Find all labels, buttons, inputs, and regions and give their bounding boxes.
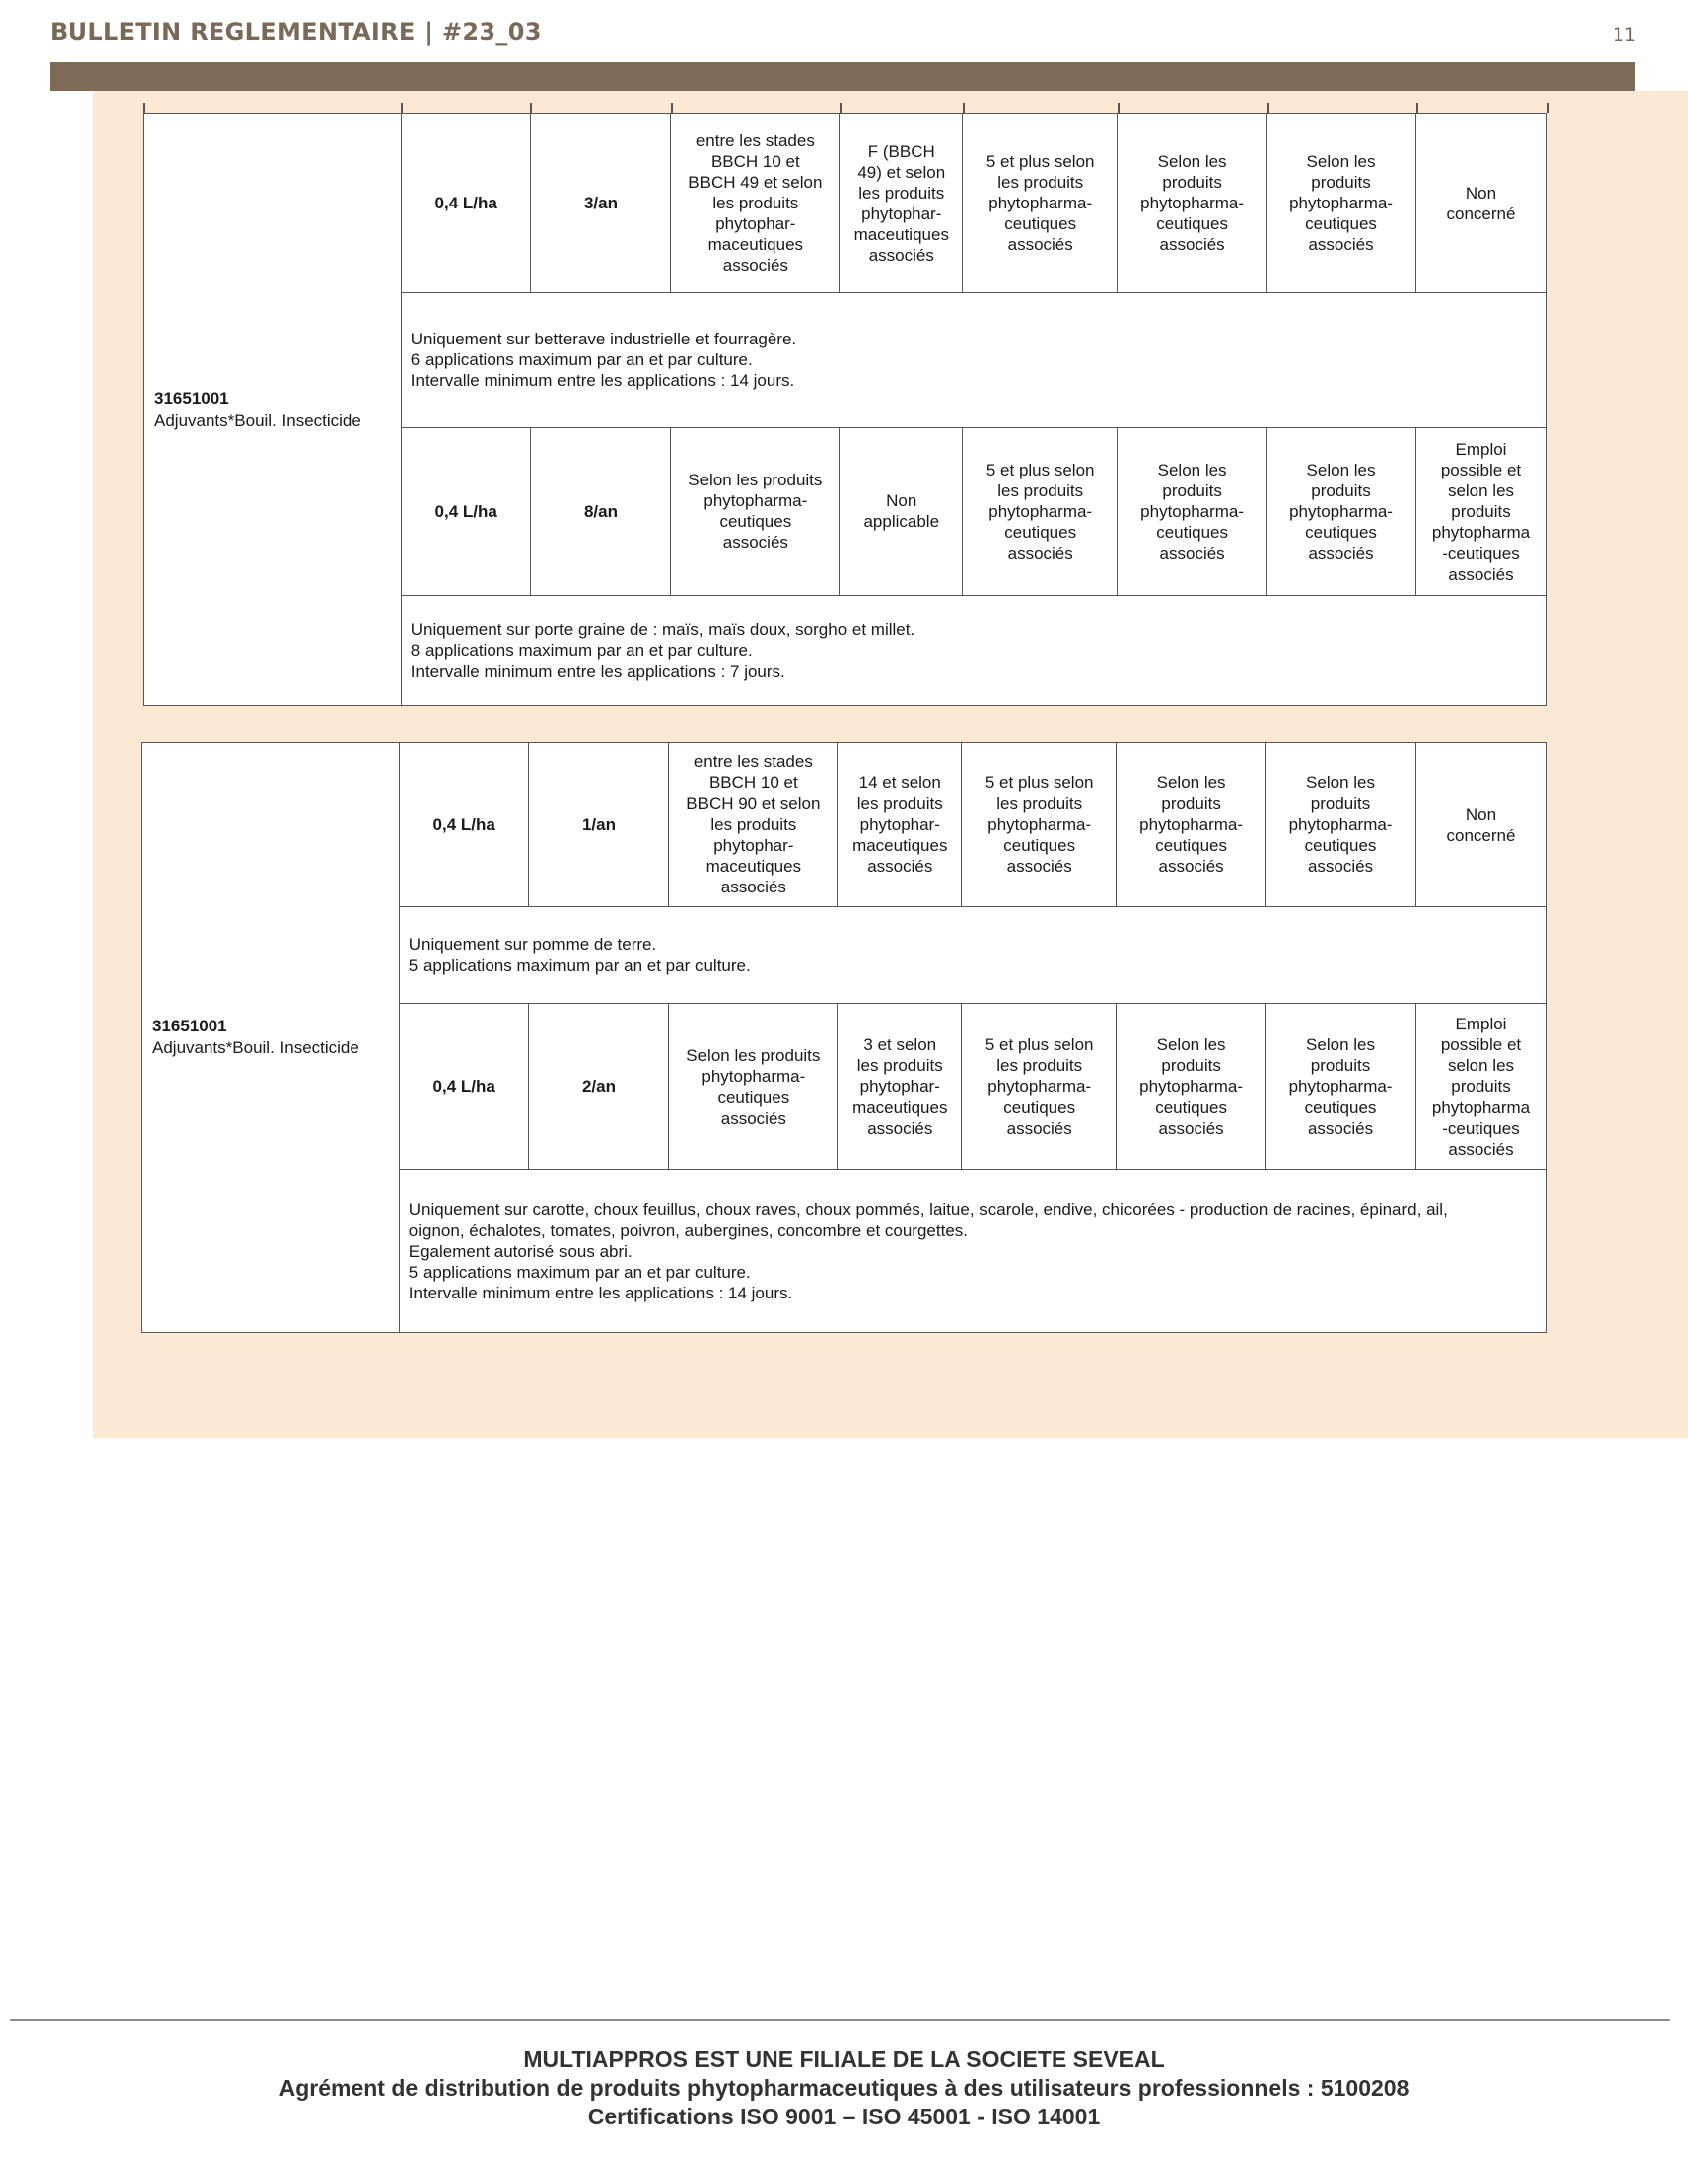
usage-note: Uniquement sur carotte, choux feuillus, choux raves, choux pommés, laitue, scarole, endive, chicorées - production de racines, épinard, ail, oignon, échalotes, tomates, poivron, aubergines, concombre et courgettes. Egalement autorisé sous abri. 5 applications maximum par an et par culture. Intervalle minimum entre les applications : 14 jours. <box>399 1170 1546 1333</box>
product-cell <box>144 114 402 706</box>
product-name: Adjuvants*Bouil. Insecticide <box>152 1038 359 1057</box>
product-cell <box>142 743 400 1333</box>
frequency-cell: 8/an <box>530 428 671 596</box>
usage-table-2 <box>141 742 1547 1333</box>
dar-cell: F (BBCH 49) et selon les produits phytophar- maceutiques associés <box>840 114 963 293</box>
footer-divider <box>10 2019 1670 2021</box>
usage-note: Uniquement sur porte graine de : maïs, maïs doux, sorgho et millet. 8 applications maximum par an et par culture. Intervalle minimum entre les applications : 7 jours. <box>401 596 1546 706</box>
znt-arthropods-cell: Selon les produits phytopharma- ceutiques associés <box>1266 1004 1416 1170</box>
header-bar <box>50 62 1635 91</box>
stage-cell: Selon les produits phytopharma- ceutiques associés <box>669 1004 838 1170</box>
table-row <box>144 114 1547 293</box>
dar-cell: 3 et selon les produits phytophar- maceutiques associés <box>838 1004 962 1170</box>
stage-cell: entre les stades BBCH 10 et BBCH 49 et selon les produits phytophar- maceutiques associés <box>671 114 840 293</box>
znt-water-cell: 5 et plus selon les produits phytopharma- ceutiques associés <box>963 428 1118 596</box>
znt-arthropods-cell: Selon les produits phytopharma- ceutiques associés <box>1266 743 1416 907</box>
stage-cell: entre les stades BBCH 10 et BBCH 90 et selon les produits phytophar- maceutiques associés <box>669 743 838 907</box>
dar-cell: 14 et selon les produits phytophar- maceutiques associés <box>838 743 962 907</box>
flowering-cell: Emploi possible et selon les produits phytopharma -ceutiques associés <box>1415 428 1546 596</box>
product-code: 31651001 <box>152 1017 227 1035</box>
znt-water-cell: 5 et plus selon les produits phytopharma- ceutiques associés <box>963 114 1118 293</box>
table-continuation-stub <box>143 103 1547 113</box>
znt-plants-cell: Selon les produits phytopharma- ceutiques associés <box>1117 1004 1266 1170</box>
flowering-cell: Non concerné <box>1415 114 1546 293</box>
znt-arthropods-cell: Selon les produits phytopharma- ceutiques associés <box>1267 114 1416 293</box>
footer <box>0 2045 1688 2131</box>
frequency-cell: 2/an <box>528 1004 669 1170</box>
flowering-cell: Emploi possible et selon les produits phytopharma -ceutiques associés <box>1415 1004 1546 1170</box>
table-row <box>142 743 1547 907</box>
usage-table-1 <box>143 113 1547 706</box>
usage-note: Uniquement sur betterave industrielle et fourragère. 6 applications maximum par an et par culture. Intervalle minimum entre les applications : 14 jours. <box>401 293 1546 428</box>
dose-cell: 0,4 L/ha <box>401 114 530 293</box>
dar-cell: Non applicable <box>840 428 963 596</box>
footer-line-certifications: Certifications ISO 9001 – ISO 45001 - ISO 14001 <box>587 2104 1101 2129</box>
dose-cell: 0,4 L/ha <box>399 743 528 907</box>
usage-note: Uniquement sur pomme de terre. 5 applications maximum par an et par culture. <box>399 907 1546 1004</box>
znt-water-cell: 5 et plus selon les produits phytopharma- ceutiques associés <box>962 743 1117 907</box>
znt-plants-cell: Selon les produits phytopharma- ceutiques associés <box>1118 428 1267 596</box>
dose-cell: 0,4 L/ha <box>399 1004 528 1170</box>
footer-line-subsidiary: MULTIAPPROS EST UNE FILIALE DE LA SOCIETE SEVEAL <box>523 2046 1165 2072</box>
znt-plants-cell: Selon les produits phytopharma- ceutiques associés <box>1118 114 1267 293</box>
bulletin-title: BULLETIN REGLEMENTAIRE | #23_03 <box>50 18 542 46</box>
znt-plants-cell: Selon les produits phytopharma- ceutiques associés <box>1117 743 1266 907</box>
page-number: 11 <box>1612 24 1636 46</box>
frequency-cell: 1/an <box>528 743 669 907</box>
znt-arthropods-cell: Selon les produits phytopharma- ceutiques associés <box>1267 428 1416 596</box>
product-name: Adjuvants*Bouil. Insecticide <box>154 410 361 430</box>
flowering-cell: Non concerné <box>1415 743 1546 907</box>
product-code: 31651001 <box>154 388 229 408</box>
footer-line-approval: Agrément de distribution de produits phytopharmaceutiques à des utilisateurs professionnels : 5100208 <box>278 2075 1410 2101</box>
dose-cell: 0,4 L/ha <box>401 428 530 596</box>
stage-cell: Selon les produits phytopharma- ceutiques associés <box>671 428 840 596</box>
znt-water-cell: 5 et plus selon les produits phytopharma- ceutiques associés <box>962 1004 1117 1170</box>
frequency-cell: 3/an <box>530 114 671 293</box>
